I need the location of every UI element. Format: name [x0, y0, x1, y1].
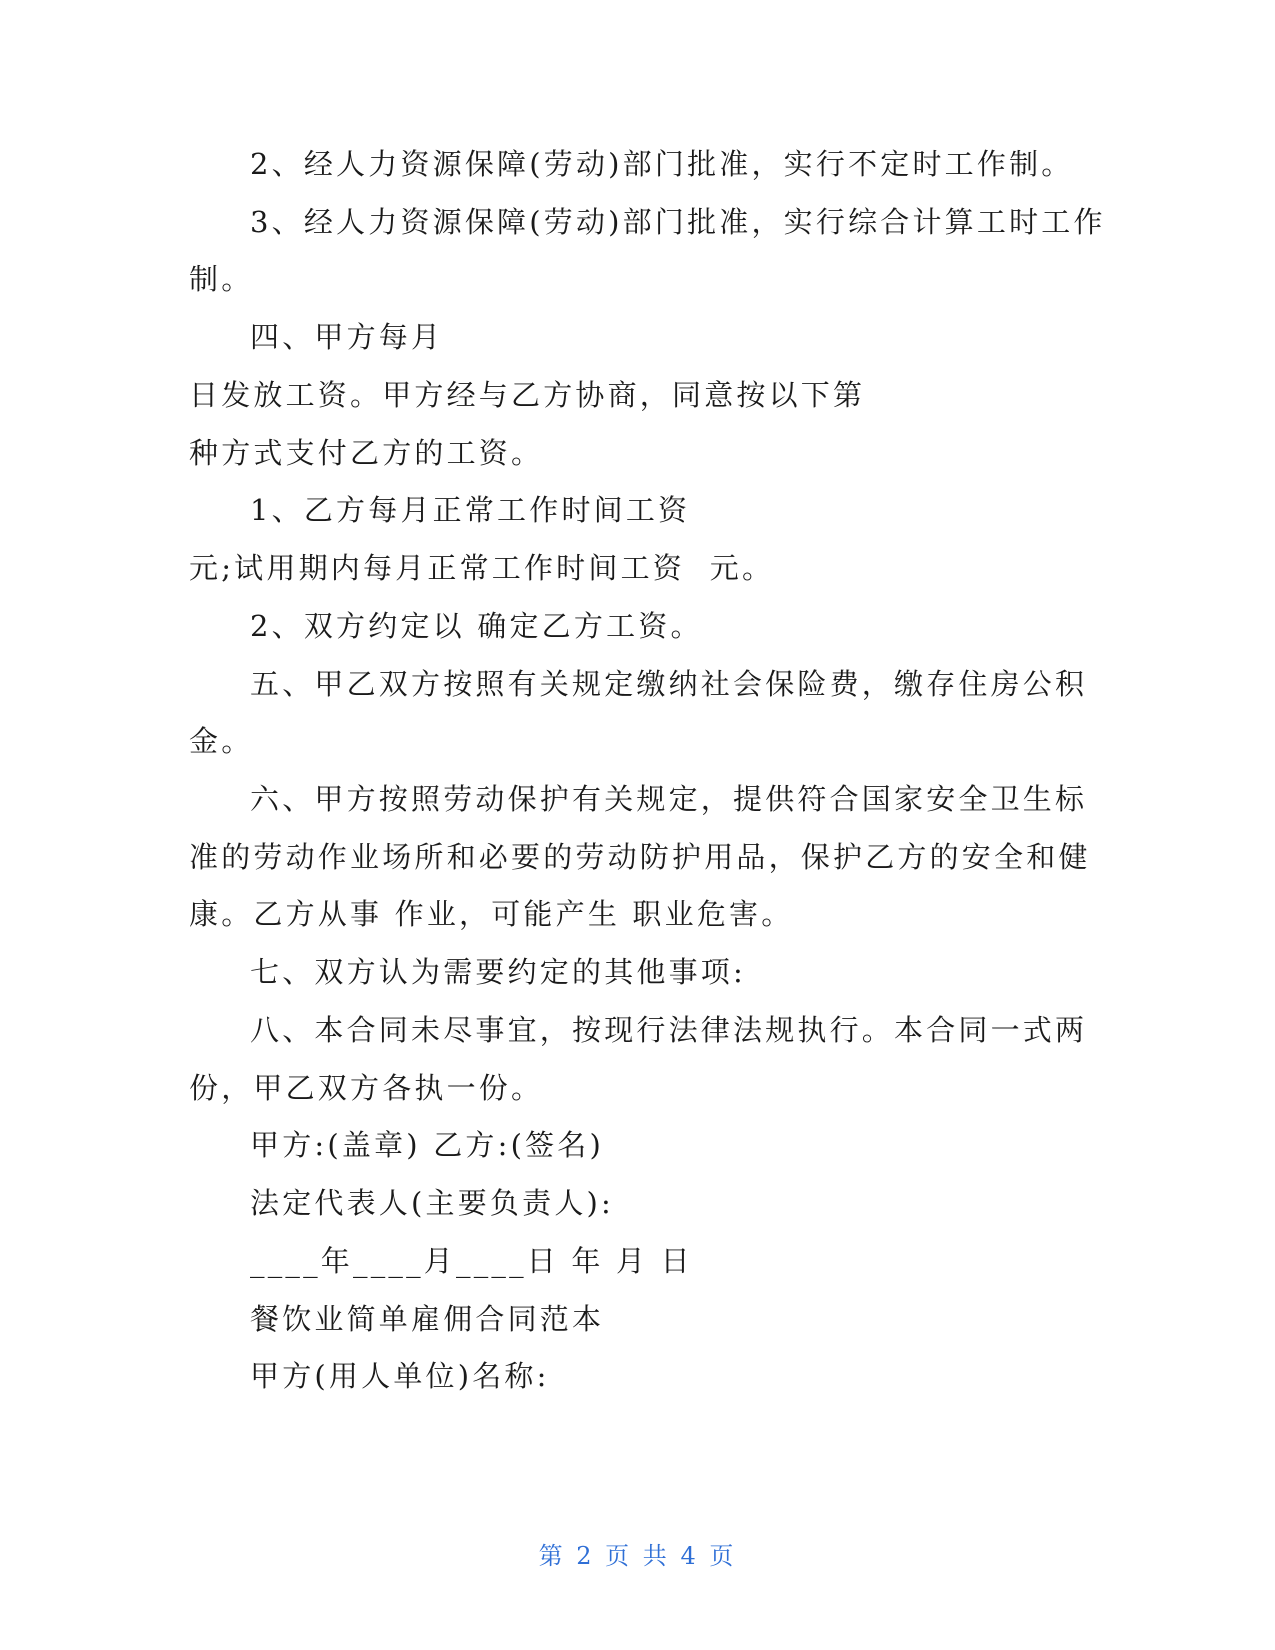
clause-6-cont-2: 康。乙方从事 作业，可能产生 职业危害。 [189, 897, 794, 931]
signature-parties: 甲方:(盖章) 乙方:(签名) [250, 1128, 605, 1162]
clause-3-item-3: 3、经人力资源保障(劳动)部门批准，实行综合计算工时工作 [250, 205, 1106, 239]
clause-8-cont: 份，甲乙双方各执一份。 [189, 1071, 544, 1105]
section-title: 餐饮业简单雇佣合同范本 [250, 1302, 605, 1336]
clause-3-item-2: 2、经人力资源保障(劳动)部门批准，实行不定时工作制。 [250, 147, 1074, 181]
clause-6: 六、甲方按照劳动保护有关规定，提供符合国家安全卫生标 [250, 782, 1088, 816]
clause-5: 五、甲乙双方按照有关规定缴纳社会保险费，缴存住房公积 [250, 667, 1088, 701]
signature-date: ____年____月____日 年 月 日 [250, 1244, 693, 1278]
clause-4-heading: 四、甲方每月 [250, 320, 444, 354]
clause-4-item-1: 1、乙方每月正常工作时间工资 [250, 493, 691, 527]
clause-8: 八、本合同未尽事宜，按现行法律法规执行。本合同一式两 [250, 1013, 1088, 1047]
page-number: 第 2 页 共 4 页 [538, 1542, 737, 1570]
employer-name-field: 甲方(用人单位)名称: [250, 1359, 550, 1393]
clause-4-line-2: 日发放工资。甲方经与乙方协商，同意按以下第 [189, 378, 866, 412]
clause-4-item-2: 2、双方约定以 确定乙方工资。 [250, 609, 703, 643]
clause-6-cont-1: 准的劳动作业场所和必要的劳动防护用品，保护乙方的安全和健 [189, 840, 1091, 874]
clause-4-item-1-cont: 元;试用期内每月正常工作时间工资 元。 [189, 551, 775, 585]
clause-3-item-3-cont: 制。 [189, 262, 254, 296]
legal-representative: 法定代表人(主要负责人): [250, 1186, 614, 1220]
clause-7: 七、双方认为需要约定的其他事项: [250, 955, 746, 989]
clause-5-cont: 金。 [189, 724, 254, 758]
clause-4-line-3: 种方式支付乙方的工资。 [189, 436, 544, 470]
